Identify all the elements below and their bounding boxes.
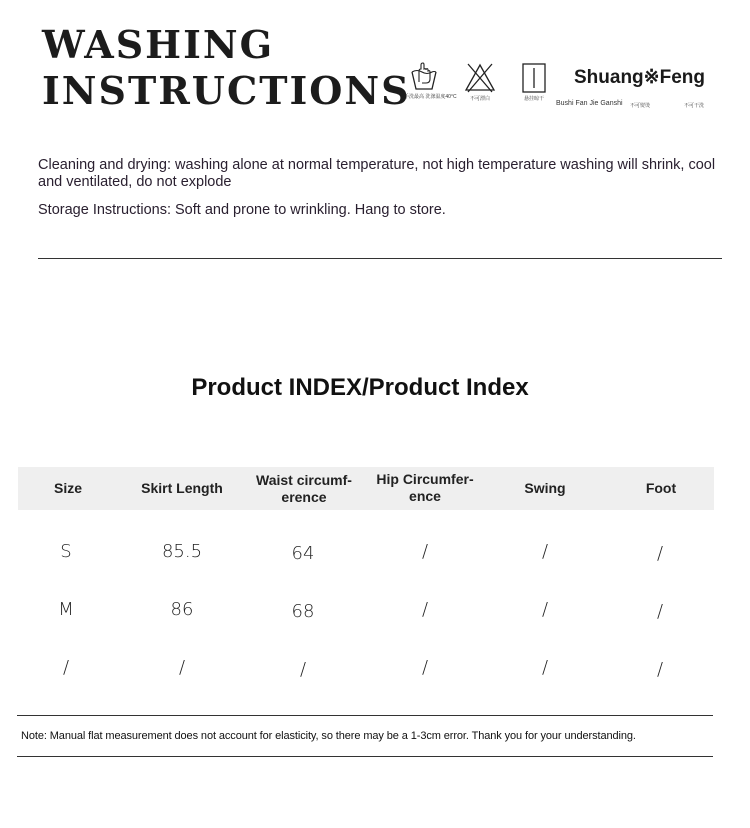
- table-cell: /: [178, 657, 186, 678]
- table-cell: /: [656, 543, 664, 564]
- measurement-note: Note: Manual flat measurement does not account for elasticity, so there may be a 1-3cm error. Thank you for your understanding.: [21, 730, 636, 742]
- note-bottom-divider: [17, 756, 713, 757]
- table-cell: /: [541, 541, 549, 562]
- product-index-title: Product INDEX/Product Index: [191, 374, 529, 401]
- hang-dry-icon: [520, 62, 548, 94]
- size-table-header: [18, 467, 714, 510]
- table-cell: S: [60, 541, 72, 562]
- table-cell: 86: [170, 599, 194, 620]
- title-line-2: INSTRUCTIONS: [42, 68, 411, 113]
- table-cell: /: [541, 657, 549, 678]
- table-cell: 85.5: [161, 541, 203, 562]
- no-bleach-icon: [464, 62, 496, 94]
- table-cell: /: [421, 541, 429, 562]
- hang-dry-caption: 悬挂晾干: [523, 96, 544, 102]
- no-dryclean-caption: 不可干洗: [684, 103, 705, 109]
- no-iron-caption: 不可熨烫: [630, 103, 651, 109]
- header-size: Size: [53, 480, 82, 496]
- care-item-hang-dry: [516, 62, 552, 102]
- table-cell: /: [62, 657, 70, 678]
- header-waist: Waist circumf- erence: [256, 471, 352, 505]
- table-cell: /: [541, 599, 549, 620]
- table-cell: /: [656, 601, 664, 622]
- cleaning-instructions: Cleaning and drying: washing alone at normal temperature, not high temperature washing will shrink, cool and ventilated, do not explode: [38, 157, 716, 190]
- table-cell: 64: [291, 543, 315, 564]
- table-cell: M: [58, 599, 74, 620]
- brand-name: Shuang※Feng: [574, 67, 705, 88]
- table-cell: /: [656, 659, 664, 680]
- header-hip: Hip Circumfer- ence: [376, 471, 474, 504]
- table-cell: /: [299, 659, 307, 680]
- header-swing: Swing: [524, 480, 566, 496]
- care-item-hand-wash: [404, 62, 457, 100]
- table-cell: /: [421, 657, 429, 678]
- hand-wash-caption: 手洗最高 洗涤温度40°C: [404, 94, 457, 100]
- brand-subtitle: Bushi Fan Jie Ganshi: [556, 100, 623, 107]
- title-line-1: WASHING: [42, 22, 275, 67]
- header-foot: Foot: [645, 480, 677, 496]
- divider: [38, 258, 722, 259]
- page-title: [42, 22, 411, 114]
- no-bleach-caption: 不可漂白: [469, 96, 490, 102]
- note-top-divider: [17, 715, 713, 716]
- care-item-no-bleach: [460, 62, 500, 102]
- table-cell: /: [421, 599, 429, 620]
- hand-wash-icon: [409, 62, 439, 92]
- header-skirt-length: Skirt Length: [141, 480, 223, 496]
- storage-instructions: Storage Instructions: Soft and prone to wrinkling. Hang to store.: [38, 202, 446, 218]
- table-cell: 68: [291, 601, 315, 622]
